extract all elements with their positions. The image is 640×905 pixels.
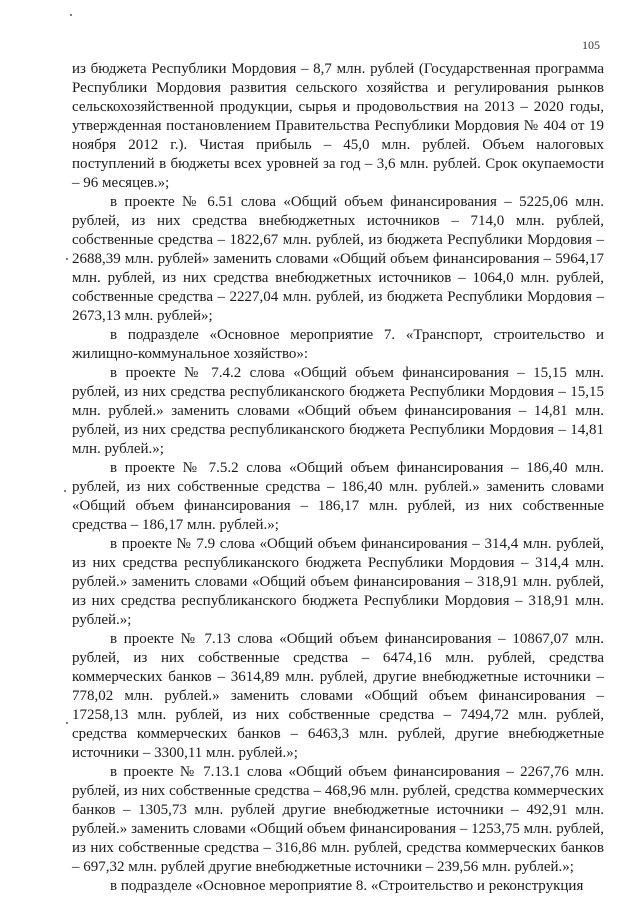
scan-speck bbox=[64, 490, 66, 492]
paragraph-6: в проекте № 7.9 слова «Общий объем финансирования – 314,4 млн. рублей, из них средства республиканского бюджета Республики Мордовия – 314,4 млн. рублей.» заменить словами «Общий объем финансирования – 318,91 млн. рублей, из них средства республиканского бюджета Республики Мордовия – 318,91 млн. рублей.»; bbox=[72, 536, 604, 628]
paragraph-8: в проекте № 7.13.1 слова «Общий объем финансирования – 2267,76 млн. рублей, из них собственные средства – 468,96 млн. рублей, средства коммерческих банков – 1305,73 млн. рублей другие внебюджетные источники – 492,91 млн. рублей.» заменить словами «Общий объем финансирования – 1253,75 млн. рублей, из них собственные средства – 316,86 млн. рублей, средства коммерческих банков – 697,32 млн. рублей другие внебюджетные источники – 239,56 млн. рублей.»; bbox=[72, 764, 604, 875]
paragraph-4: в проекте № 7.4.2 слова «Общий объем финансирования – 15,15 млн. рублей, из них средства республиканского бюджета Республики Мордовия – 15,15 млн. рублей.» заменить словами «Общий объем финансирования – 14,81 млн. рублей, из них средства республиканского бюджета Республики Мордовия – 14,81 млн. рублей.»; bbox=[72, 365, 604, 457]
paragraph-7: в проекте № 7.13 слова «Общий объем финансирования – 10867,07 млн. рублей, из них собственные средства – 6474,16 млн. рублей, средства коммерческих банков – 3614,89 млн. рублей, другие внебюджетные источники – 778,02 млн. рублей.» заменить словами «Общий объем финансирования – 17258,13 млн. рублей, из них собственные средства – 7494,72 млн. рублей, средства коммерческих банков – 6463,3 млн. рублей, другие внебюджетные источники – 3300,11 млн. рублей.»; bbox=[72, 631, 604, 761]
paragraph-1: из бюджета Республики Мордовия – 8,7 млн. рублей (Государственная программа Республики Мордовия развития сельского хозяйства и регулирования рынков сельскохозяйственной продукции, сырья и продовольствия на 2013 – 2020 годы, утвержденная постановлением Правительства Республики Мордовия № 404 от 19 ноября 2012 г.). Чистая прибыль – 45,0 млн. рублей. Объем налоговых поступлений в бюджеты всех уровней за год – 3,6 млн. рублей. Срок окупаемости – 96 месяцев.»; bbox=[72, 61, 604, 191]
scan-speck bbox=[66, 722, 68, 724]
paragraph-5: в проекте № 7.5.2 слова «Общий объем финансирования – 186,40 млн. рублей, из них собственные средства – 186,40 млн. рублей.» заменить словами «Общий объем финансирования – 186,17 млн. рублей, из них собственные средства – 186,17 млн. рублей.»; bbox=[72, 460, 604, 533]
page-number: 105 bbox=[582, 38, 600, 52]
scan-speck bbox=[70, 14, 72, 16]
paragraph-9: в подразделе «Основное мероприятие 8. «Строительство и реконструкция bbox=[110, 878, 584, 894]
scan-speck bbox=[66, 258, 68, 260]
document-body bbox=[72, 60, 604, 896]
paragraph-3: в подразделе «Основное мероприятие 7. «Транспорт, строительство и жилищно-коммунальное хозяйство»: bbox=[72, 327, 604, 362]
paragraph-2: в проекте № 6.51 слова «Общий объем финансирования – 5225,06 млн. рублей, из них средства внебюджетных источников – 714,0 млн. рублей, собственные средства – 1822,67 млн. рублей, из бюджета Республики Мордовия – 2688,39 млн. рублей» заменить словами «Общий объем финансирования – 5964,17 млн. рублей, из них средства внебюджетных источников – 1064,0 млн. рублей, собственные средства – 2227,04 млн. рублей, из бюджета Республики Мордовия – 2673,13 млн. рублей»; bbox=[72, 194, 604, 324]
